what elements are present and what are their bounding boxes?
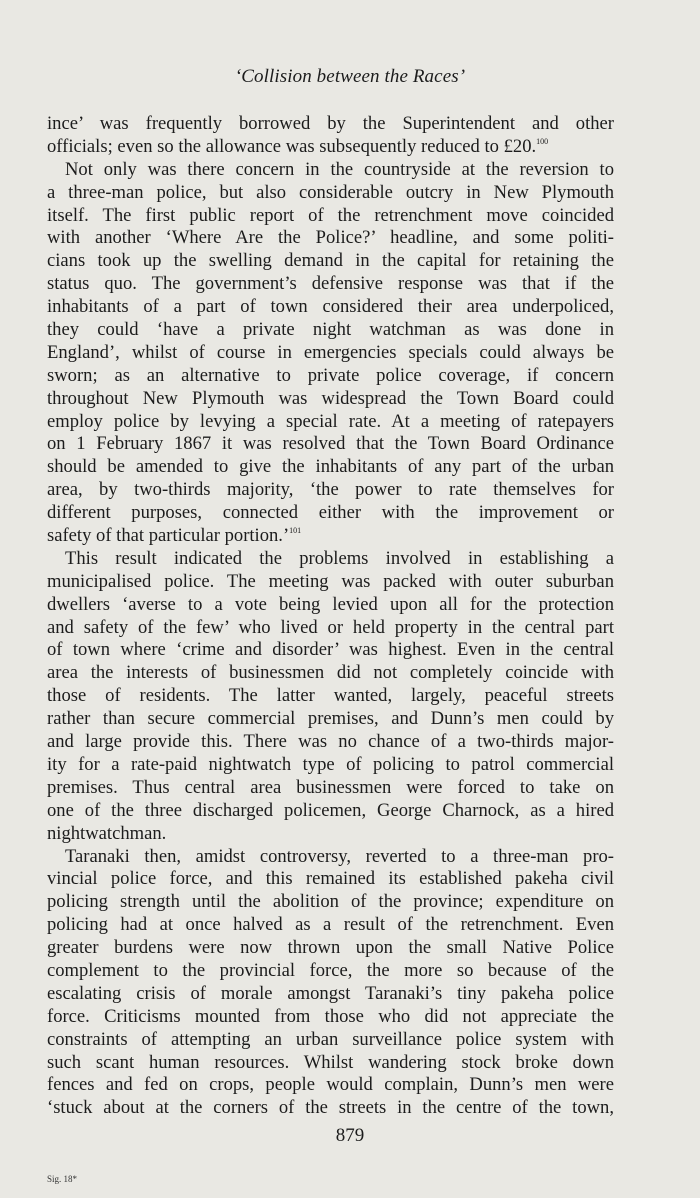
text-line-content: one of the three discharged policemen, George Charnock, as a hired xyxy=(47,799,614,821)
footnote-marker: 101 xyxy=(289,526,302,536)
text-line-content: and safety of the few’ who lived or held property in the central part xyxy=(47,616,614,638)
text-line xyxy=(47,754,614,777)
text-line-content: status quo. The government’s defensive response was that if the xyxy=(47,273,614,295)
text-line xyxy=(47,617,614,640)
text-line xyxy=(47,1097,614,1120)
text-line-content: sworn; as an alternative to private police coverage, if concern xyxy=(47,364,614,386)
footnote-marker: 100 xyxy=(536,136,549,146)
text-line xyxy=(47,1074,614,1097)
text-line xyxy=(47,891,614,914)
text-line-content: safety of that particular portion.’ xyxy=(47,525,290,547)
text-line-content: they could ‘have a private night watchman as was done in xyxy=(47,319,614,341)
text-line xyxy=(47,571,614,594)
text-line xyxy=(47,227,614,250)
text-line-content: greater burdens were now thrown upon the small Native Police xyxy=(47,937,614,959)
text-line xyxy=(47,319,614,342)
page-number: 879 xyxy=(335,1125,365,1146)
text-line xyxy=(47,937,614,960)
text-line-content: those of residents. The latter wanted, largely, peaceful streets xyxy=(47,685,614,707)
text-line-content: area, by two-thirds majority, ‘the power to rate themselves for xyxy=(47,479,614,501)
text-line-content: ‘stuck about at the corners of the streets in the centre of the town, xyxy=(47,1097,614,1119)
text-line xyxy=(47,525,614,548)
text-line-content: of town where ‘crime and disorder’ was highest. Even in the central xyxy=(47,639,614,661)
text-line-content: different purposes, connected either with the improvement or xyxy=(47,502,614,524)
text-line xyxy=(47,182,614,205)
text-line xyxy=(47,1052,614,1075)
body-text xyxy=(47,113,614,1120)
text-line xyxy=(47,983,614,1006)
text-line-content: nightwatchman. xyxy=(47,822,167,844)
text-line-content: Not only was there concern in the countryside at the reversion to xyxy=(65,158,614,180)
text-line-content: complement to the provincial force, the more so because of the xyxy=(47,959,614,981)
text-line xyxy=(47,205,614,228)
text-line xyxy=(47,296,614,319)
text-line-content: dwellers ‘averse to a vote being levied upon all for the protection xyxy=(47,593,614,615)
text-line-content: fences and fed on crops, people would complain, Dunn’s men were xyxy=(47,1074,614,1096)
text-line-content: rather than secure commercial premises, and Dunn’s men could by xyxy=(47,708,614,730)
text-line-content: constraints of attempting an urban surveillance police system with xyxy=(47,1028,614,1050)
signature-mark: Sig. 18* xyxy=(47,1174,78,1184)
text-line-content: such scant human resources. Whilst wandering stock broke down xyxy=(47,1051,614,1073)
text-line-content: policing had at once halved as a result of the retrenchment. Even xyxy=(47,914,614,936)
text-line xyxy=(47,662,614,685)
text-line xyxy=(47,639,614,662)
text-line xyxy=(47,502,614,525)
text-line xyxy=(47,846,614,869)
text-line xyxy=(47,411,614,434)
text-line-content: vincial police force, and this remained its established pakeha civil xyxy=(47,868,614,890)
text-line xyxy=(47,594,614,617)
text-line xyxy=(47,731,614,754)
text-line xyxy=(47,1029,614,1052)
text-line xyxy=(47,548,614,571)
text-line-content: cians took up the swelling demand in the capital for retaining the xyxy=(47,250,614,272)
text-line-content: a three-man police, but also considerable outcry in New Plymouth xyxy=(47,181,614,203)
text-line-content: officials; even so the allowance was subsequently reduced to £20. xyxy=(47,135,537,157)
text-line xyxy=(47,685,614,708)
text-line-content: area the interests of businessmen did not completely coincide with xyxy=(47,662,614,684)
text-line xyxy=(47,388,614,411)
text-line-content: ity for a rate-paid nightwatch type of policing to patrol commercial xyxy=(47,753,614,775)
text-line xyxy=(47,365,614,388)
text-line xyxy=(47,960,614,983)
text-line-content: escalating crisis of morale amongst Taranaki’s tiny pakeha police xyxy=(47,982,614,1004)
text-line-content: premises. Thus central area businessmen were forced to take on xyxy=(47,776,614,798)
text-line-content: This result indicated the problems involved in establishing a xyxy=(65,547,614,569)
text-line-content: throughout New Plymouth was widespread the Town Board could xyxy=(47,387,614,409)
text-line xyxy=(47,823,614,846)
text-line-content: on 1 February 1867 it was resolved that the Town Board Ordinance xyxy=(47,433,614,455)
text-line xyxy=(47,342,614,365)
text-line-content: policing strength until the abolition of the province; expenditure on xyxy=(47,891,614,913)
text-line-content: itself. The first public report of the retrenchment move coincided xyxy=(47,204,614,226)
text-line-content: should be amended to give the inhabitants of any part of the urban xyxy=(47,456,614,478)
text-line-content: England’, whilst of course in emergencies specials could always be xyxy=(47,341,614,363)
text-line-content: with another ‘Where Are the Police?’ headline, and some politi- xyxy=(47,227,614,249)
text-line xyxy=(47,250,614,273)
text-line xyxy=(47,273,614,296)
text-line xyxy=(47,868,614,891)
running-head: ‘Collision between the Races’ xyxy=(234,66,466,87)
text-line-content: force. Criticisms mounted from those who did not appreciate the xyxy=(47,1005,614,1027)
text-line xyxy=(47,800,614,823)
text-line-content: Taranaki then, amidst controversy, reverted to a three-man pro- xyxy=(65,845,614,867)
text-line xyxy=(47,914,614,937)
text-line xyxy=(47,159,614,182)
text-line-content: and large provide this. There was no chance of a two-thirds major- xyxy=(47,731,614,753)
text-line xyxy=(47,433,614,456)
text-line-content: ince’ was frequently borrowed by the Superintendent and other xyxy=(47,113,614,134)
text-line-content: municipalised police. The meeting was packed with outer suburban xyxy=(47,570,614,592)
text-line xyxy=(47,113,614,136)
text-line xyxy=(47,708,614,731)
text-line xyxy=(47,479,614,502)
text-line xyxy=(47,456,614,479)
text-line xyxy=(47,1006,614,1029)
text-line xyxy=(47,136,614,159)
text-line-content: employ police by levying a special rate. At a meeting of ratepayers xyxy=(47,410,614,432)
text-line-content: inhabitants of a part of town considered their area underpoliced, xyxy=(47,296,614,318)
text-line xyxy=(47,777,614,800)
